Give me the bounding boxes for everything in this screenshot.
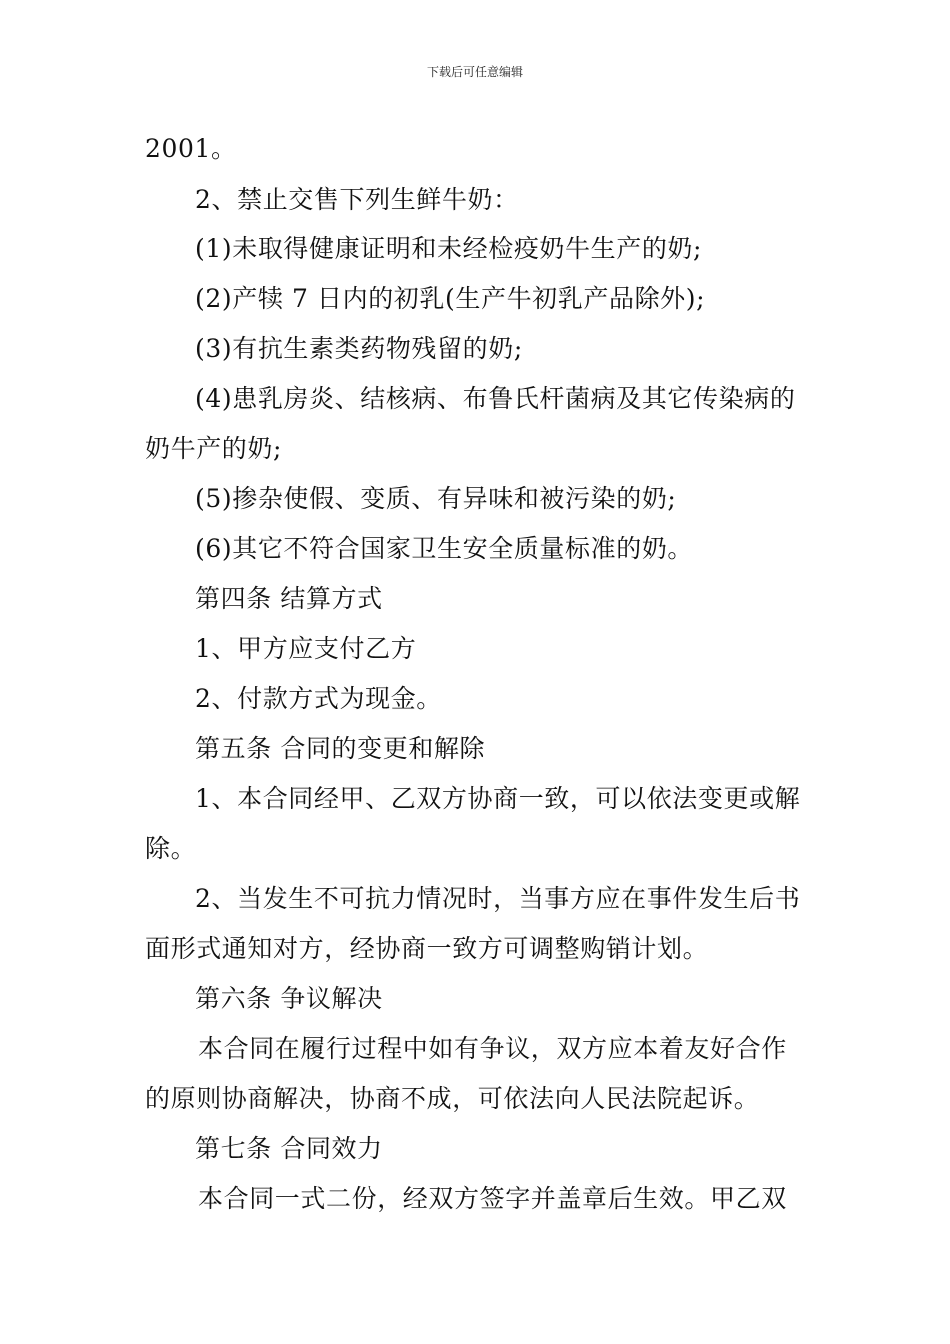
text-line: (6)其它不符合国家卫生安全质量标准的奶。: [195, 534, 694, 563]
text-line: (2)产犊 7 日内的初乳(生产牛初乳产品除外);: [195, 284, 706, 313]
text-line: 2001。: [145, 134, 237, 163]
section-heading: 第五条 合同的变更和解除: [195, 734, 486, 763]
text-line: 2、付款方式为现金。: [195, 684, 442, 713]
text-line: 2、当发生不可抗力情况时，当事方应在事件发生后书: [195, 884, 801, 913]
text-line: (4)患乳房炎、结核病、布鲁氏杆菌病及其它传染病的: [195, 384, 796, 413]
text-line: 本合同一式二份，经双方签字并盖章后生效。甲乙双: [198, 1184, 787, 1213]
section-heading: 第七条 合同效力: [195, 1134, 383, 1163]
text-line: 除。: [145, 834, 197, 863]
text-line: 2、禁止交售下列生鲜牛奶：: [195, 185, 519, 214]
page-header: 下载后可任意编辑: [426, 65, 523, 79]
text-line: (5)掺杂使假、变质、有异味和被污染的奶;: [195, 484, 677, 513]
text-line: 奶牛产的奶;: [145, 434, 283, 463]
section-heading: 第四条 结算方式: [195, 584, 383, 613]
text-line: 的原则协商解决，协商不成，可依法向人民法院起诉。: [145, 1084, 760, 1113]
text-line: 1、甲方应支付乙方: [195, 634, 417, 663]
text-line: (1)未取得健康证明和未经检疫奶牛生产的奶;: [195, 234, 703, 263]
text-line: 本合同在履行过程中如有争议，双方应本着友好合作: [198, 1034, 787, 1063]
text-line: 面形式通知对方，经协商一致方可调整购销计划。: [145, 934, 709, 963]
text-line: 1、本合同经甲、乙双方协商一致，可以依法变更或解: [195, 784, 801, 813]
text-line: (3)有抗生素类药物残留的奶;: [195, 334, 523, 363]
section-heading: 第六条 争议解决: [195, 984, 383, 1013]
